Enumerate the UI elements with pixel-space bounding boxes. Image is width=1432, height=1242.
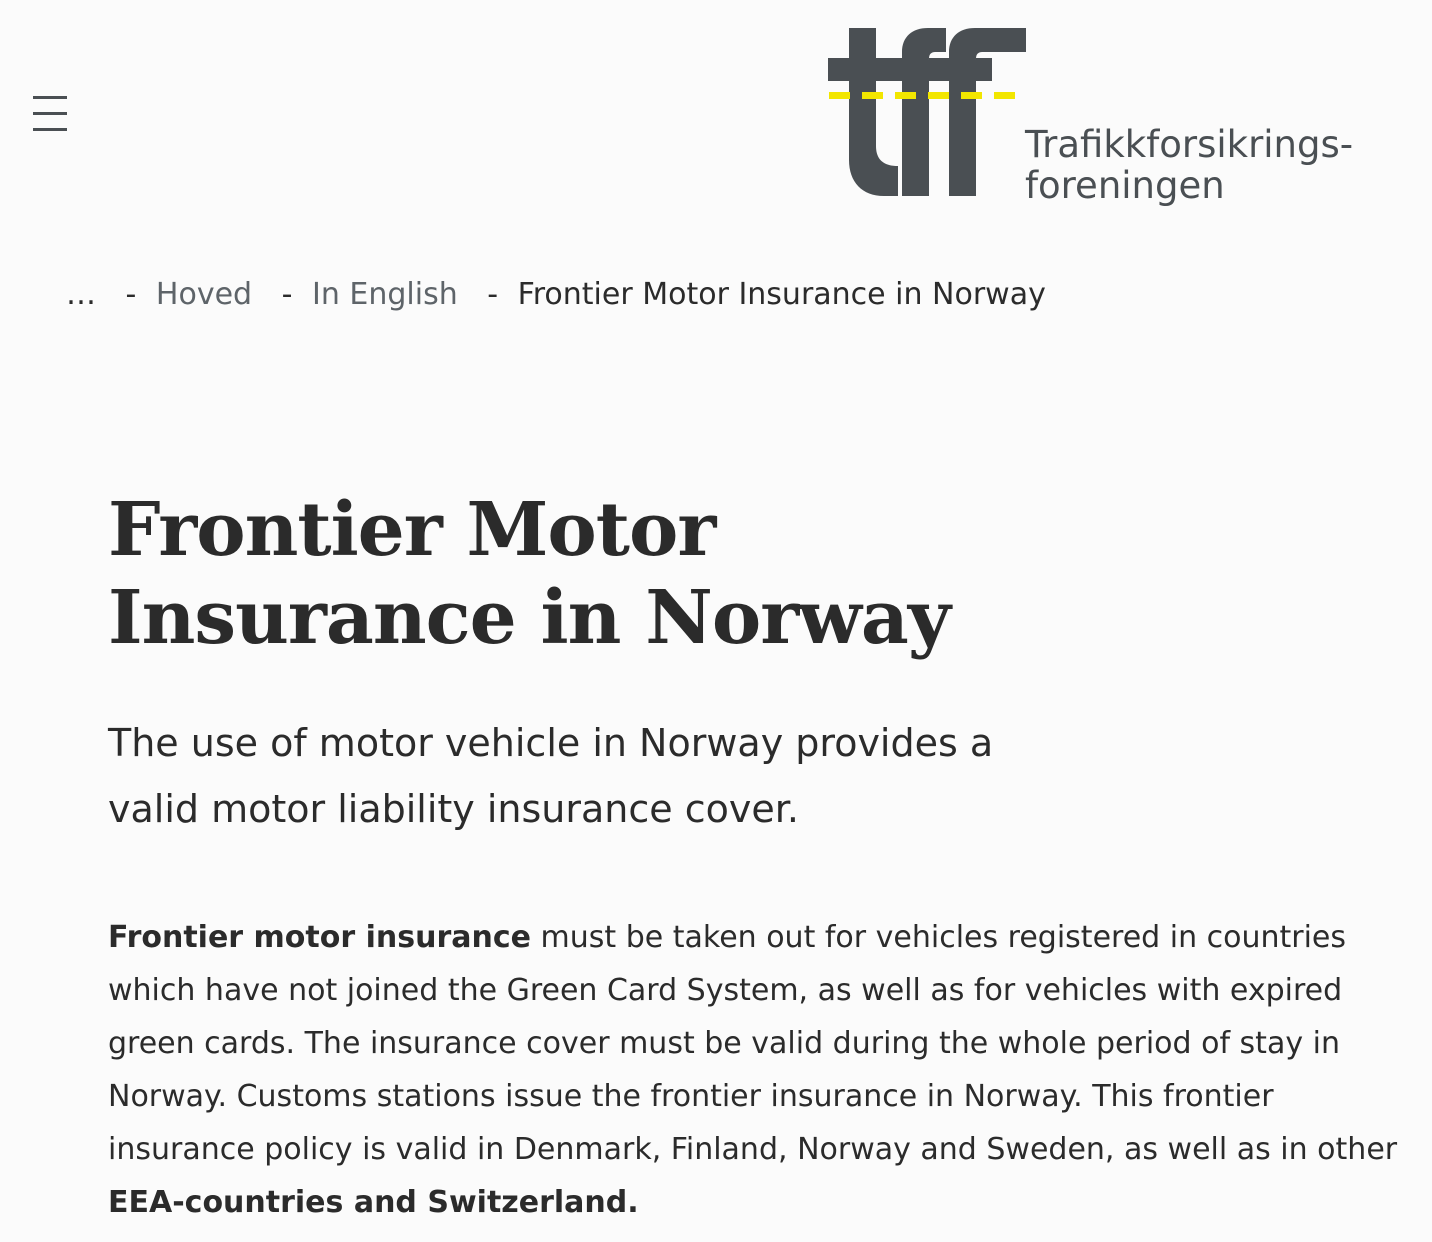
logo-line-1: Trafikkforsikrings- (1025, 123, 1354, 166)
breadcrumb (66, 275, 1046, 315)
breadcrumb-link-hoved[interactable]: Hoved (155, 277, 253, 312)
body-bold-outro: EEA-countries and Switzerland. (108, 1185, 639, 1220)
breadcrumb-separator: - (281, 277, 293, 312)
page-title: Frontier Motor Insurance in Norway (108, 487, 950, 661)
breadcrumb-separator: - (487, 277, 499, 312)
tff-logo-icon (826, 28, 1026, 198)
menu-bar (33, 128, 67, 131)
body-text: must be taken out for vehicles registered in countries which have not joined the Green Card System, as well as for vehicles with expired green cards. The insurance cover must be valid during the whole period of stay in Norway. Customs stations issue the frontier insurance in Norway. This frontier insurance policy is valid in Denmark, Finland, Norway and Sweden, as well as in other (108, 920, 1398, 1167)
body-paragraph (108, 911, 1408, 1229)
breadcrumb-link-in-english[interactable]: In English (312, 277, 458, 312)
breadcrumb-current: Frontier Motor Insurance in Norway (517, 277, 1046, 312)
menu-bar (33, 96, 67, 99)
hamburger-menu-icon[interactable] (30, 96, 70, 136)
menu-bar (33, 112, 67, 115)
tff-logo-link[interactable] (826, 28, 1386, 218)
logo-wordmark (1025, 124, 1353, 206)
lead-paragraph: The use of motor vehicle in Norway provides a valid motor liability insurance cover. (108, 721, 994, 831)
logo-line-2: foreningen (1025, 164, 1225, 207)
breadcrumb-ellipsis[interactable]: … (66, 277, 96, 312)
body-bold-intro: Frontier motor insurance (108, 920, 531, 955)
breadcrumb-separator: - (125, 277, 137, 312)
